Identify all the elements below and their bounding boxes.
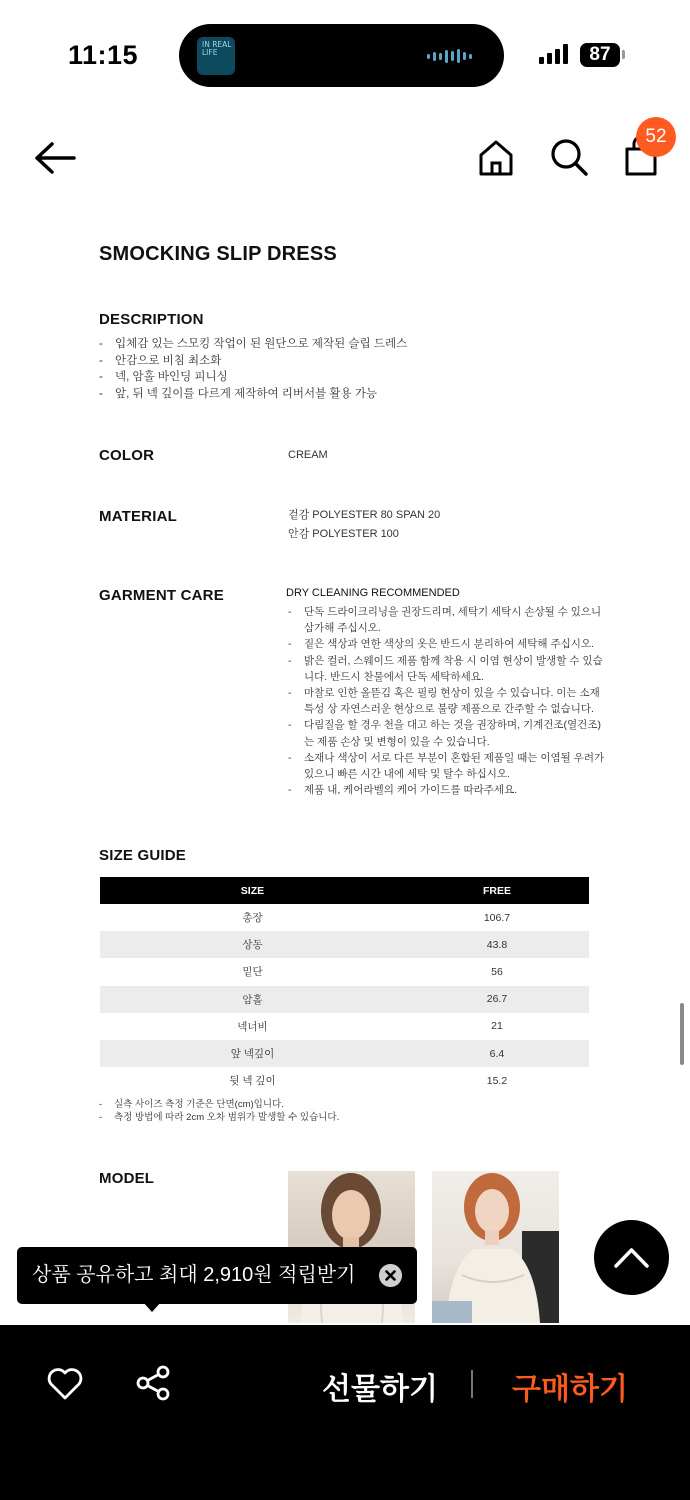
size-value: 21 [491,1020,503,1033]
scrollbar[interactable] [680,1003,684,1065]
list-item: - 앞, 뒤 넥 깊이를 다르게 제작하여 리버서블 활용 가능 [99,387,378,400]
size-value: 43.8 [405,931,589,958]
list-item: - 제품 내, 케어라벨의 케어 가이드를 따라주세요. [288,784,518,797]
battery-tip [622,50,625,59]
bottom-action-bar [0,1325,690,1500]
size-value: 56 [491,965,503,978]
app-logo-icon: IN REAL LIFE [197,37,235,75]
heart-icon[interactable] [46,1365,84,1403]
signal-icon [539,44,568,64]
list-item: - 실측 사이즈 측정 기준은 단면(cm)입니다. [99,1099,284,1110]
audio-wave-icon [427,49,472,63]
size-guide-heading: SIZE GUIDE [99,847,187,864]
list-item: - 다림질을 할 경우 천을 대고 하는 것을 권장하며, 기계건조(열건조)는 제품 손상 및 변형이 있을 수 있습니다. [288,719,601,748]
color-value: CREAM [288,449,328,461]
tooltip-arrow [143,1302,161,1312]
color-heading: COLOR [99,447,155,464]
list-item: - 마찰로 인한 올뜯김 혹은 필링 현상이 있을 수 있습니다. 이는 소재 특성 상 자연스러운 현상으로 불량 제품으로 간주할 수 없습니다. [288,687,600,716]
buy-button[interactable]: 구매하기 [512,1373,628,1406]
table-row [100,931,589,958]
model-photo[interactable] [432,1171,559,1323]
size-value: 15.2 [486,1074,508,1087]
size-label: 암홀 [100,986,405,1013]
dynamic-island [179,24,504,87]
table-row [100,1040,589,1067]
search-icon[interactable] [546,134,592,180]
size-label: 앞 넥깊이 [100,1040,405,1067]
share-icon[interactable] [135,1364,173,1402]
column-header: SIZE [100,877,405,904]
list-item: - 측정 방법에 따라 2cm 오차 범위가 발생할 수 있습니다. [99,1112,340,1123]
cart-count-badge[interactable]: 52 [636,117,676,157]
list-item: - 넥, 암홀 바인딩 피니싱 [99,371,228,383]
model-figure-image [432,1171,559,1323]
model-heading: MODEL [99,1170,155,1187]
size-label: 밑단 [242,966,263,979]
size-value: 6.4 [405,1040,589,1067]
chevron-up-icon [594,1220,669,1295]
table-row [100,1067,589,1094]
gift-button[interactable]: 선물하기 [322,1373,438,1406]
scroll-to-top-button[interactable] [594,1220,669,1295]
table-row [100,904,589,931]
battery-level: 87 [580,43,620,67]
table-row [100,958,589,985]
description-heading: DESCRIPTION [99,311,204,328]
size-label: 총장 [242,912,263,925]
material-outer: 겉감 POLYESTER 80 SPAN 20 [288,509,441,521]
table-row [100,986,589,1013]
divider [471,1370,473,1398]
size-table [100,877,589,1094]
close-icon[interactable] [379,1264,402,1287]
size-label: 뒷 넥 깊이 [229,1075,276,1088]
care-list [288,604,608,798]
list-item: - 입체감 있는 스모킹 작업이 된 원단으로 제작된 슬립 드레스 [99,338,408,350]
home-icon[interactable] [474,136,518,180]
tooltip-text: 상품 공유하고 최대 2,910원 적립받기 [32,1264,356,1286]
back-arrow-icon[interactable] [30,136,80,180]
size-value: 106.7 [483,911,511,924]
material-heading: MATERIAL [99,508,177,525]
list-item: - 짙은 색상과 연한 색상의 옷은 반드시 분리하여 세탁해 주십시오. [288,638,594,651]
list-item: - 단독 드라이크리닝을 권장드리며, 세탁기 세탁시 손상될 수 있으니 삼가해 주십시오. [288,606,602,635]
status-time: 11:15 [68,40,139,70]
list-item: - 안감으로 비침 최소화 [99,354,222,367]
size-value: 26.7 [405,986,589,1013]
material-lining: 안감 POLYESTER 100 [288,528,399,540]
column-header: FREE [405,877,589,904]
table-header-row [100,877,589,904]
list-item: - 소재나 색상이 서로 다른 부분이 혼합된 제품일 때는 이염될 우려가 있으니 빠른 시간 내에 세탁 및 탈수 하십시오. [288,751,605,781]
size-notes [99,1098,339,1124]
size-label: 넥너비 [237,1020,268,1033]
list-item: - 밝은 컬러, 스웨이드 제품 함께 착용 시 이염 현상이 발생할 수 있습니다. 반드시 찬물에서 단독 세탁하세요. [288,654,603,683]
product-title: SMOCKING SLIP DRESS [99,243,337,265]
size-label: 상동 [100,931,405,958]
care-subheading: DRY CLEANING RECOMMENDED [286,587,460,599]
description-list [99,336,407,402]
table-row [100,1013,589,1040]
share-reward-tooltip[interactable] [17,1247,417,1304]
garment-care-heading: GARMENT CARE [99,587,224,604]
